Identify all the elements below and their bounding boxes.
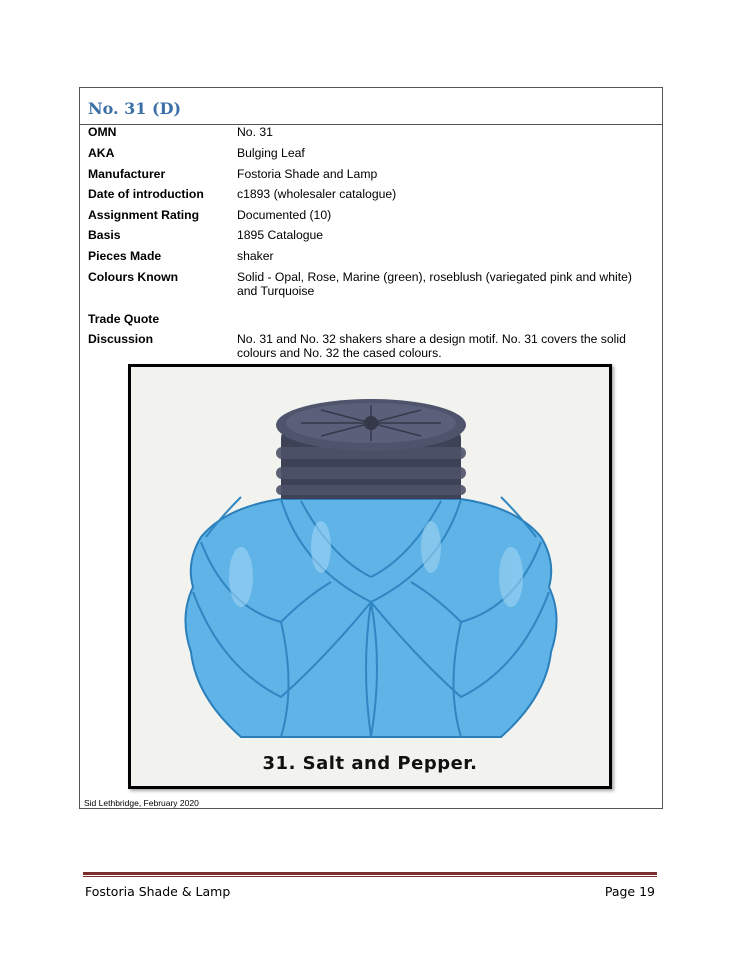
field-value: shaker [237,249,274,263]
author-credit: Sid Lethbridge, February 2020 [84,798,199,808]
page-number: Page 19 [604,884,655,899]
field-label: Trade Quote [88,312,160,326]
field-label: Pieces Made [88,249,162,263]
field-label: Date of introduction [88,187,204,201]
shaker-illustration [131,367,609,786]
field-value: Documented (10) [237,208,332,222]
footer-rule-thin [83,876,657,877]
field-value: c1893 (wholesaler catalogue) [237,187,397,201]
field-label: Manufacturer [88,167,166,181]
shaker-cap [276,399,466,499]
field-label: Assignment Rating [88,208,200,222]
field-label: Discussion [88,332,154,346]
field-value: No. 31 [237,125,273,139]
catalogue-image [128,364,612,789]
footer-title: Fostoria Shade & Lamp [85,884,231,899]
field-label: Colours Known [88,270,179,284]
shaker-body [185,499,556,737]
field-value: No. 31 and No. 32 shakers share a design motif. No. 31 covers the solid colours and No. 32 the cased colours. [237,332,626,360]
field-value: Solid - Opal, Rose, Marine (green), roseblush (variegated pink and white) and Turquoise [237,270,632,298]
footer-rule [83,872,657,875]
field-value: Fostoria Shade and Lamp [237,167,378,181]
image-caption: 31. Salt and Pepper. [262,753,478,774]
page-title: No. 31 (D) [88,99,182,118]
field-value: Bulging Leaf [237,146,305,160]
data-sheet-frame [79,87,663,809]
field-label: Basis [88,228,121,242]
field-label: AKA [88,146,115,160]
field-label: OMN [88,125,117,139]
title-row [80,88,662,125]
field-value: 1895 Catalogue [237,228,324,242]
